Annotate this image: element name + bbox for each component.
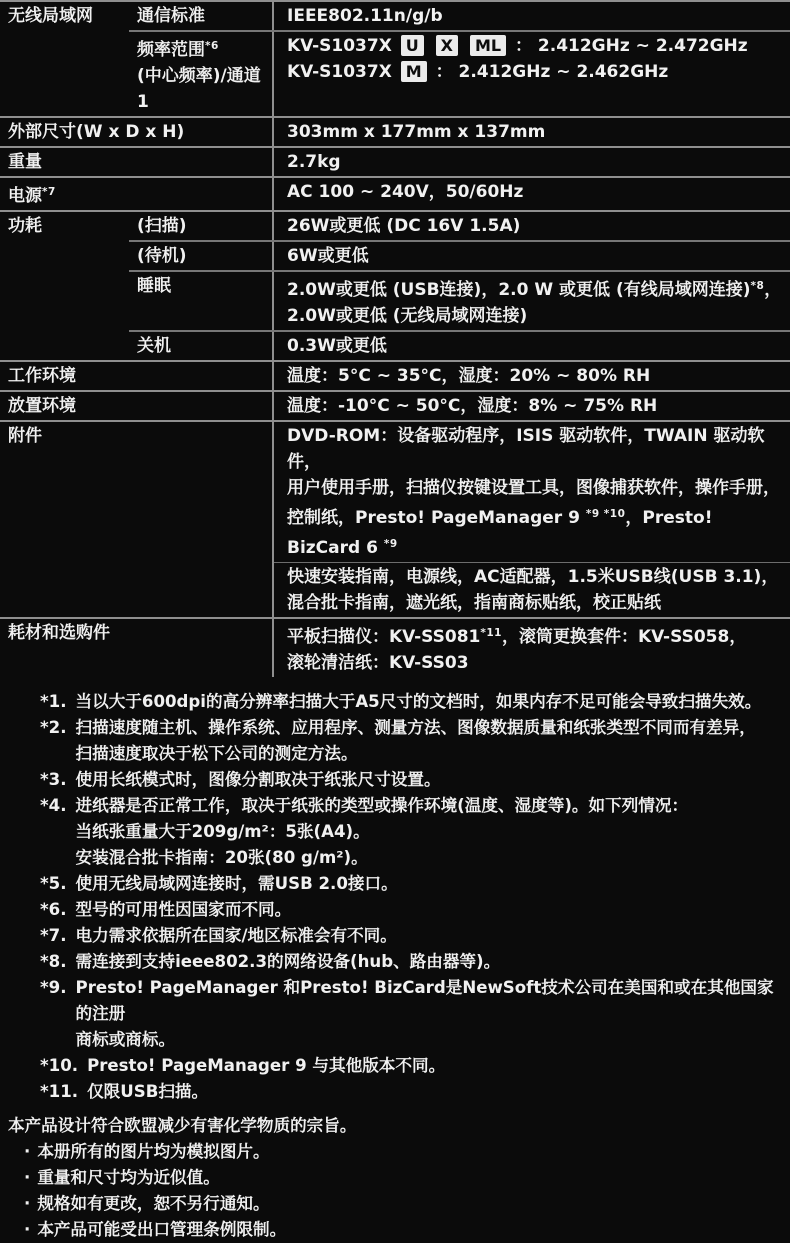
bottom-notes [0,1113,790,1243]
footnote-11 [40,1079,790,1105]
eu-compliance-note: 本产品设计符合欧盟减少有害化学物质的宗旨。 [8,1116,357,1135]
accessories-line4: 快速安装指南，电源线，AC适配器，1.5米USB线(USB 3.1)， [287,567,779,587]
footnote-line: 需连接到支持ieee802.3的网络设备(hub、路由器等)。 [75,952,501,971]
frequency-range-footnote-ref: *6 [205,40,219,52]
bullet-icon: · [24,1220,31,1239]
bullet-icon: · [24,1194,31,1213]
footnote-text [76,949,501,975]
footnote-line: 扫描速度随主机、操作系统、应用程序、测量方法、图像数据质量和纸张类型不同而有差异， [75,718,756,737]
footnote-text [76,871,398,897]
row-power-consumption [0,212,790,362]
footnote-number: *10. [40,1056,79,1075]
row-consumption-off [129,332,790,360]
row-wireless-lan [0,2,790,118]
footnote-8 [40,949,790,975]
footnote-line: 仅限USB扫描。 [87,1082,209,1101]
row-operating-environment [0,362,790,392]
note-text: 本册所有的图片均为模拟图片。 [37,1142,270,1161]
footnote-number: *7. [40,926,67,945]
row-consumption-sleep [129,272,790,332]
model-badge-m: M [401,61,427,82]
footnote-line: 当纸张重量大于209g/m²：5张(A4)。 [75,822,370,841]
power-label [0,178,272,210]
power-consumption-label: 功耗 [8,216,42,236]
footnote-1 [40,689,790,715]
footnote-number: *3. [40,770,67,789]
footnote-line: 安装混合批卡指南：20张(80 g/m²)。 [75,848,368,867]
accessories-software-block [274,422,790,563]
footnote-text [76,975,790,1053]
footnote-line: Presto! PageManager 9 与其他版本不同。 [87,1056,446,1075]
dimensions-value: 303mm x 177mm x 137mm [272,118,790,146]
frequency-value-text: ： 2.412GHz ~ 2.472GHz [514,36,748,56]
footnote-3 [40,767,790,793]
footnote-number: *9. [40,978,67,997]
model-name: KV-S1037X [287,36,392,56]
row-accessories [0,422,790,619]
note-text: 本产品可能受出口管理条例限制。 [37,1220,287,1239]
consumables-line1-pre: 平板扫描仪：KV-SS081 [287,627,481,647]
footnote-text [76,793,689,871]
note-simulated-images [8,1139,790,1165]
sleep-footnote-ref: *8 [750,280,765,292]
wireless-lan-label: 无线局域网 [8,6,93,26]
accessories-value [272,422,790,617]
row-frequency-range [129,32,790,116]
consumption-sleep-line2: 2.0W或更低 (无线局域网连接) [287,306,528,326]
row-power [0,178,790,212]
storage-environment-label: 放置环境 [8,396,76,416]
frequency-range-value [272,32,790,116]
footnote-7 [40,923,790,949]
frequency-range-text: 频率范围 [137,40,205,60]
footnotes [0,689,790,1105]
accessories-line5: 混合批卡指南，遮光纸，指南商标贴纸，校正贴纸 [287,593,661,613]
accessories-line3 [287,501,782,561]
power-consumption-subrows [129,212,790,360]
row-storage-environment [0,392,790,422]
operating-environment-value: 温度：5°C ~ 35°C，湿度：20% ~ 80% RH [272,362,790,390]
footnote-9 [40,975,790,1053]
row-comm-standard [129,2,790,32]
note-export-control [8,1217,790,1243]
footnote-line: Presto! PageManager 和Presto! BizCard是NewSoft技术公司在美国和或在其他国家的注册 [75,978,774,1023]
dimensions-label: 外部尺寸(W x D x H) [8,122,185,142]
note-text: 重量和尺寸均为近似值。 [37,1168,220,1187]
bizcard-footnote-ref: *9 [383,538,398,550]
wireless-lan-subrows [129,2,790,116]
footnote-number: *2. [40,718,67,737]
model-badge-ml: ML [470,35,506,56]
operating-environment-label: 工作环境 [8,366,76,386]
footnote-4 [40,793,790,871]
footnote-line: 使用无线局域网连接时，需USB 2.0接口。 [75,874,398,893]
footnote-6 [40,897,790,923]
footnote-10 [40,1053,790,1079]
footnote-text [76,689,762,715]
note-approximate-values [8,1165,790,1191]
flatbed-footnote-ref: *11 [480,627,502,639]
sleep-line1-text: 2.0W或更低 (USB连接)，2.0 W 或更低 (有线局域网连接) [287,280,751,300]
consumption-sleep-line1 [287,273,782,303]
bullet-icon: · [24,1142,31,1161]
consumption-scan-value: 26W或更低 (DC 16V 1.5A) [272,212,790,240]
footnote-number: *8. [40,952,67,971]
frequency-value-text: ： 2.412GHz ~ 2.462GHz [435,62,669,82]
consumption-standby-value: 6W或更低 [272,242,790,270]
footnote-line: 商标或商标。 [75,1030,176,1049]
frequency-line-uxml [287,33,782,59]
sleep-line1-comma: ， [764,280,782,300]
accessories-hardware-block [274,563,790,617]
consumables-line1 [287,620,782,650]
footnote-line: 进纸器是否正常工作，取决于纸张的类型或操作环境(温度、湿度等)。如下列情况： [75,796,689,815]
power-footnote-ref: *7 [42,186,56,198]
footnote-number: *6. [40,900,67,919]
footnote-line: 电力需求依据所在国家/地区标准会有不同。 [75,926,397,945]
footnote-2 [40,715,790,767]
footnote-line: 扫描速度取决于松下公司的测定方法。 [75,744,358,763]
power-value: AC 100 ~ 240V，50/60Hz [272,178,790,210]
footnote-number: *5. [40,874,67,893]
footnote-number: *1. [40,692,67,711]
frequency-range-label-line1 [137,33,268,63]
footnote-text [76,767,441,793]
footnote-number: *4. [40,796,67,815]
accessories-label: 附件 [8,426,42,446]
consumption-sleep-label: 睡眠 [137,276,171,296]
footnote-line: 当以大于600dpi的高分辨率扫描大于A5尺寸的文档时，如果内存不足可能会导致扫描失效。 [75,692,762,711]
comm-standard-label: 通信标准 [137,6,205,26]
consumables-label: 耗材和选购件 [8,623,110,643]
footnote-text [76,923,397,949]
weight-value: 2.7kg [272,148,790,176]
pagemanager-footnote-ref: *9 *10 [585,508,626,520]
accessories-line3-pre: 控制纸，Presto! PageManager 9 [287,508,586,528]
consumption-off-value: 0.3W或更低 [272,332,790,360]
consumables-line2: 滚轮清洁纸：KV-SS03 [287,653,469,673]
consumption-off-label: 关机 [137,336,171,356]
model-badge-u: U [401,35,424,56]
row-consumables [0,619,790,677]
note-spec-change [8,1191,790,1217]
footnote-text [76,897,292,923]
bullet-icon: · [24,1168,31,1187]
comm-standard-value: IEEE802.11n/g/b [272,2,790,30]
frequency-range-label-line2: (中心频率)/通道1 [137,66,261,112]
consumption-scan-label: (扫描) [137,216,187,236]
accessories-line1: DVD-ROM：设备驱动程序，ISIS 驱动软件，TWAIN 驱动软件， [287,426,765,472]
footnote-text [87,1053,445,1079]
consumables-value [272,619,790,677]
weight-label: 重量 [8,152,42,172]
row-consumption-standby [129,242,790,272]
row-weight [0,148,790,178]
footnote-text [76,715,756,767]
row-dimensions [0,118,790,148]
footnote-number: *11. [40,1082,79,1101]
accessories-line2: 用户使用手册，扫描仪按键设置工具，图像捕获软件，操作手册， [287,478,780,498]
footnote-line: 型号的可用性因国家而不同。 [75,900,292,919]
frequency-range-label [129,32,272,116]
accessories-line3-mid: ，Presto! BizCard 6 [287,508,713,558]
row-consumption-scan [129,212,790,242]
footnote-line: 使用长纸模式时，图像分割取决于纸张尺寸设置。 [75,770,441,789]
power-label-text: 电源 [8,186,42,206]
note-text: 规格如有更改，恕不另行通知。 [37,1194,270,1213]
footnote-text [87,1079,208,1105]
storage-environment-value: 温度：-10°C ~ 50°C，湿度：8% ~ 75% RH [272,392,790,420]
model-name: KV-S1037X [287,62,392,82]
footnote-5 [40,871,790,897]
frequency-line-m [287,59,782,85]
consumables-line1-post: ，滚筒更换套件：KV-SS058， [501,627,747,647]
consumption-sleep-value [272,272,790,330]
consumption-standby-label: (待机) [137,246,187,266]
model-badge-x: X [436,35,458,56]
